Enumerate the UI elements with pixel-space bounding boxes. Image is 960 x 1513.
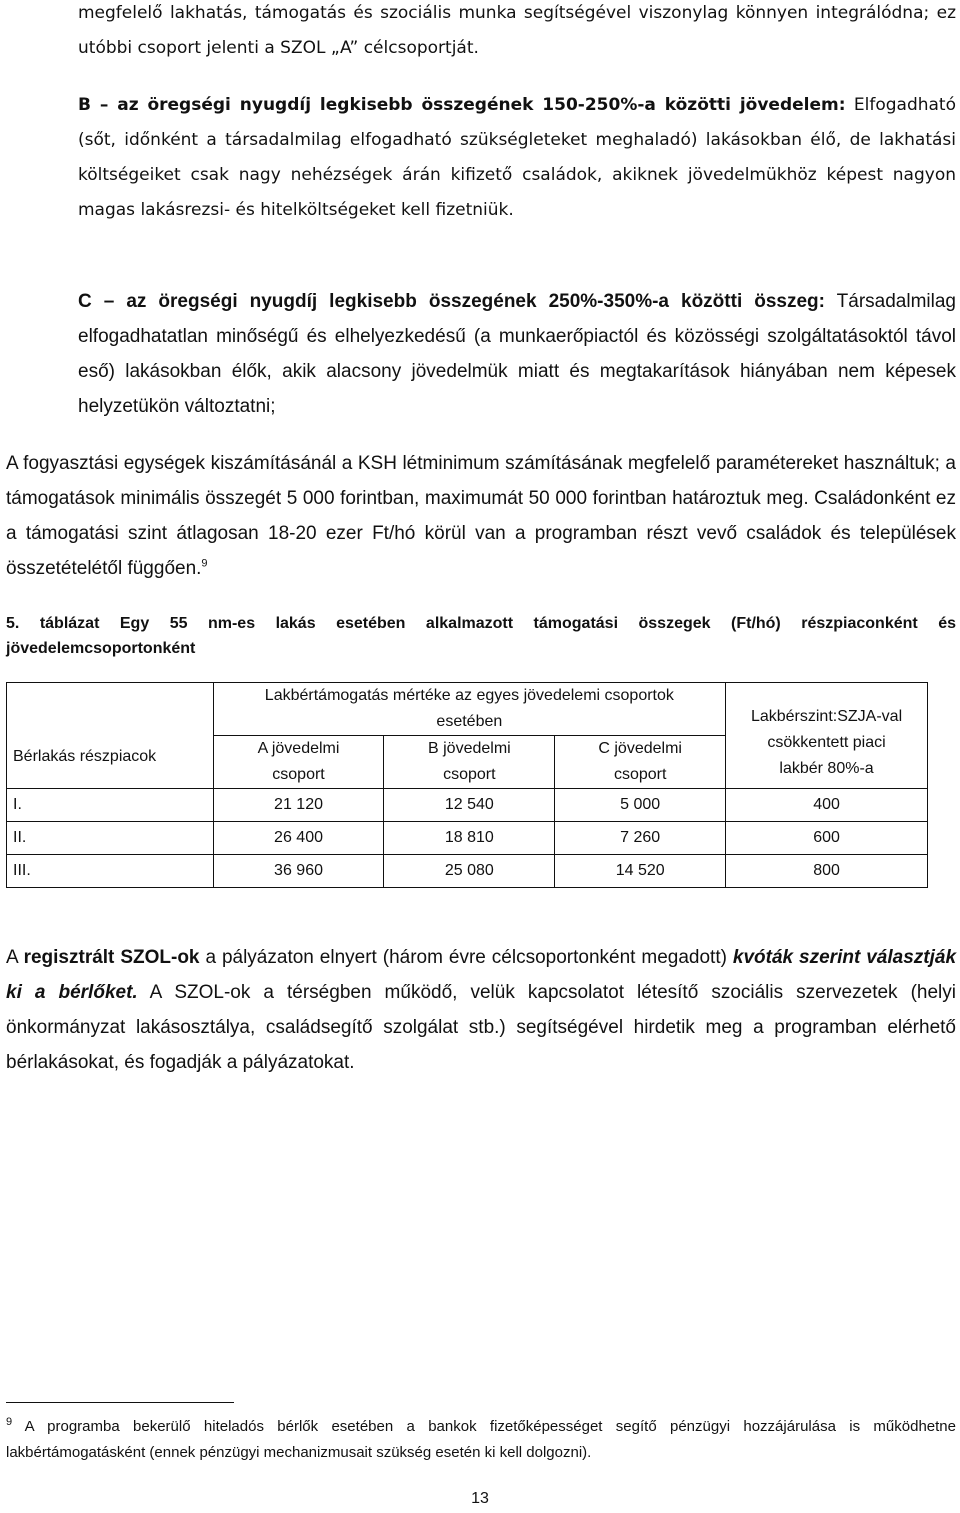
footnote-number: 9 <box>6 1416 13 1428</box>
cell-b: 12 540 <box>384 789 555 822</box>
cell-rent: 600 <box>726 822 928 855</box>
cell-a: 21 120 <box>213 789 384 822</box>
cell-a: 26 400 <box>213 822 384 855</box>
group-b-body: Elfogadható (sőt, időnként a társadalmilag elfogadható szükségleteket meghaladó) lakásokban élő, de lakhatási költségeiket csak nagy nehézségek árán kifizető családok, akiknek jövedelmükhöz képest nagyon magas lakásrezsi- és hitelköltségeket kell fizetniük. <box>78 95 956 220</box>
group-b-heading: B – az öregségi nyugdíj legkisebb összegének 150-250%-a közötti jövedelem: <box>78 95 846 115</box>
ksh-text: A fogyasztási egységek kiszámításánál a KSH létminimum számításának megfelelő paramétereket használtuk; a támogatások minimális összegét 5 000 forintban, maximumát 50 000 forintban határoztuk meg. Családonként ez a támogatási szint átlagosan 18-20 ezer Ft/hó körül van a programban részt vevő családok és települések összetételétől függően. <box>6 453 956 579</box>
cell-b: 18 810 <box>384 822 555 855</box>
cell-c: 5 000 <box>555 789 726 822</box>
cell-b: 25 080 <box>384 855 555 888</box>
szol-quota: kvóták szerint választják ki a bérlőket. <box>6 947 957 1003</box>
cell-c: 14 520 <box>555 855 726 888</box>
support-table <box>6 682 928 888</box>
footnote-text: A programba bekerülő hiteladós bérlők esetében a bankok fizetőképességet segítő pénzügyi hozzájárulása is működhetne lakbértámogatásként (ennek pénzügyi mechanizmusait szükség esetén ki kell dolgozni). <box>6 1418 956 1461</box>
header-group-b: B jövedelmi csoport <box>384 736 555 789</box>
row-label: III. <box>7 855 214 888</box>
table-header-row <box>7 683 928 736</box>
cell-rent: 400 <box>726 789 928 822</box>
row-label: I. <box>7 789 214 822</box>
szol-bold: regisztrált SZOL-ok <box>23 947 200 968</box>
table-caption: 5. táblázat Egy 55 nm-es lakás esetében alkalmazott támogatási összegek (Ft/hó) részpiaconként és jövedelemcsoportonként <box>6 615 956 657</box>
intro-paragraph: megfelelő lakhatás, támogatás és szociális munka segítségével viszonylag könnyen integrálódna; ez utóbbi csoport jelenti a SZOL „A” célcsoportját. <box>78 3 956 58</box>
header-submarket: Bérlakás részpiacok <box>7 683 214 789</box>
footnote <box>6 1414 956 1466</box>
group-c-paragraph <box>78 284 956 424</box>
group-c-body: Társadalmilag elfogadhatatlan minőségű és elhelyezkedésű (a munkaerőpiactól és közösségi szolgáltatásoktól távol eső) lakásokban élők, akik alacsony jövedelmük miatt és megtakarítások hiányában nem képesek helyzetükön változtatni; <box>78 291 956 417</box>
header-group-c: C jövedelmi csoport <box>555 736 726 789</box>
row-label: II. <box>7 822 214 855</box>
szol-paragraph <box>6 940 956 1080</box>
header-group-a: A jövedelmi csoport <box>213 736 384 789</box>
szol-pre: A <box>6 947 24 968</box>
group-b-paragraph <box>78 88 956 228</box>
group-c-heading: C – az öregségi nyugdíj legkisebb összegének 250%-350%-a közötti összeg: <box>78 291 825 312</box>
table-row <box>7 822 928 855</box>
header-group: Lakbértámogatás mértéke az egyes jövedelemi csoportok esetében <box>213 683 725 736</box>
page-number: 13 <box>471 1490 489 1507</box>
szol-mid: a pályázaton elnyert (három évre célcsoportonként megadott) <box>199 947 733 968</box>
table-row <box>7 855 928 888</box>
footnote-separator <box>6 1402 234 1403</box>
cell-rent: 800 <box>726 855 928 888</box>
footnote-reference[interactable]: 9 <box>201 557 208 570</box>
ksh-paragraph <box>6 446 956 586</box>
cell-c: 7 260 <box>555 822 726 855</box>
header-rent-level: Lakbérszint:SZJA-val csökkentett piaci lakbér 80%-a <box>726 683 928 789</box>
szol-post: A SZOL-ok a térségben működő, velük kapcsolatot létesítő szociális szervezetek (helyi önkormányzat lakásosztálya, családsegítő szolgálat stb.) segítségével hirdetik meg a programban elérhető bérlakásokat, és fogadják a pályázatokat. <box>6 982 956 1073</box>
table-row <box>7 789 928 822</box>
cell-a: 36 960 <box>213 855 384 888</box>
